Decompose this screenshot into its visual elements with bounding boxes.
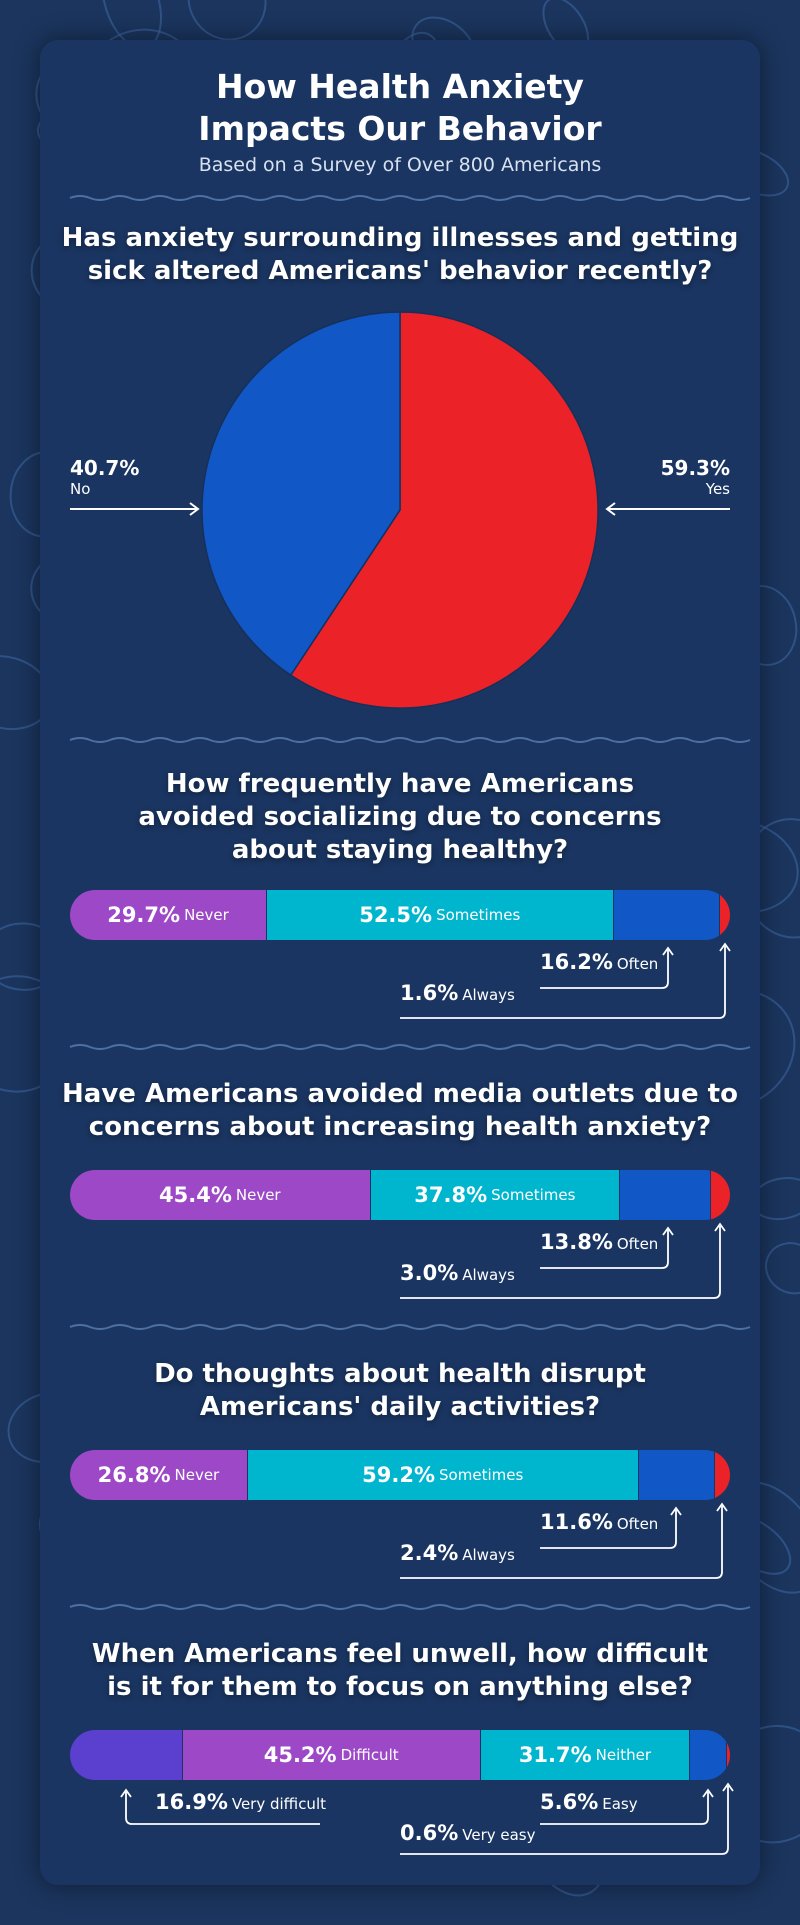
bar-segment-name: Difficult <box>340 1746 399 1764</box>
bar-segment-name: Neither <box>595 1746 652 1764</box>
very-difficult-leader <box>126 1792 320 1824</box>
always-leader <box>400 946 725 1018</box>
question-2-heading-line-2: avoided socializing due to concerns <box>138 802 662 832</box>
media-always-percent: 3.0% <box>400 1261 459 1285</box>
question-1-heading-line-2: sick altered Americans' behavior recently? <box>87 256 713 286</box>
socializing-always-name: Always <box>462 986 515 1004</box>
focus-very-difficult-percent: 16.9% <box>155 1790 228 1814</box>
bar-segment-percent: 45.4% <box>159 1183 232 1207</box>
often-leader <box>540 1510 676 1548</box>
focus-easy-percent: 5.6% <box>540 1790 599 1814</box>
question-4-heading-line-1: Do thoughts about health disrupt <box>154 1359 646 1389</box>
pie-yes-percent: 59.3% <box>660 456 730 480</box>
focus-very-easy-name: Very easy <box>462 1826 536 1844</box>
bar-segment-percent: 29.7% <box>107 903 181 927</box>
always-leader <box>400 1226 720 1298</box>
page-title-line-1: How Health Anxiety <box>216 67 584 106</box>
pie-no-name: No <box>70 480 91 498</box>
question-4-heading-line-2: Americans' daily activities? <box>199 1392 601 1422</box>
always-leader <box>400 1506 722 1578</box>
daily-always-percent: 2.4% <box>400 1541 459 1565</box>
socializing-often-percent: 16.2% <box>540 950 613 974</box>
bar-segment-name: Sometimes <box>491 1186 576 1204</box>
pie-no-percent: 40.7% <box>70 456 140 480</box>
bar-segment-percent: 52.5% <box>359 903 433 927</box>
page-title-line-2: Impacts Our Behavior <box>198 109 602 148</box>
question-5-heading-line-1: When Americans feel unwell, how difficult <box>91 1639 709 1669</box>
bar-segment-name: Never <box>174 1466 220 1484</box>
daily-often-name: Often <box>616 1515 659 1533</box>
pie-yes-name: Yes <box>705 480 730 498</box>
focus-easy-name: Easy <box>602 1795 638 1813</box>
often-leader <box>540 1230 668 1268</box>
bar-segment-name: Never <box>235 1186 281 1204</box>
question-3-heading-line-1: Have Americans avoided media outlets due to <box>62 1079 738 1109</box>
focus-very-difficult-name: Very difficult <box>231 1795 326 1813</box>
daily-always-name: Always <box>462 1546 515 1564</box>
media-always-name: Always <box>462 1266 515 1284</box>
question-2-heading-line-1: How frequently have Americans <box>165 769 635 799</box>
often-leader <box>540 950 668 988</box>
bar-segment-percent: 37.8% <box>414 1183 488 1207</box>
question-2-heading-line-3: about staying healthy? <box>231 835 569 865</box>
bar-segment-percent: 59.2% <box>362 1463 436 1487</box>
bar-segment-percent: 31.7% <box>518 1743 592 1767</box>
bar-segment-percent: 45.2% <box>263 1743 337 1767</box>
easy-leader <box>540 1792 708 1824</box>
page-subtitle: Based on a Survey of Over 800 Americans <box>198 154 602 176</box>
daily-often-percent: 11.6% <box>540 1510 613 1534</box>
media-often-percent: 13.8% <box>540 1230 613 1254</box>
bar-segment-name: Sometimes <box>439 1466 524 1484</box>
focus-very-easy-percent: 0.6% <box>400 1821 459 1845</box>
bar-segment-percent: 26.8% <box>97 1463 171 1487</box>
media-often-name: Often <box>616 1235 659 1253</box>
question-3-heading-line-2: concerns about increasing health anxiety? <box>88 1112 712 1142</box>
socializing-always-percent: 1.6% <box>400 981 459 1005</box>
question-5-heading-line-2: is it for them to focus on anything else? <box>107 1672 693 1702</box>
very-easy-leader <box>400 1786 728 1854</box>
bar-segment-name: Never <box>184 906 229 924</box>
socializing-often-name: Often <box>616 955 659 973</box>
question-1-heading-line-1: Has anxiety surrounding illnesses and getting <box>61 223 739 253</box>
bar-segment-name: Sometimes <box>436 906 521 924</box>
